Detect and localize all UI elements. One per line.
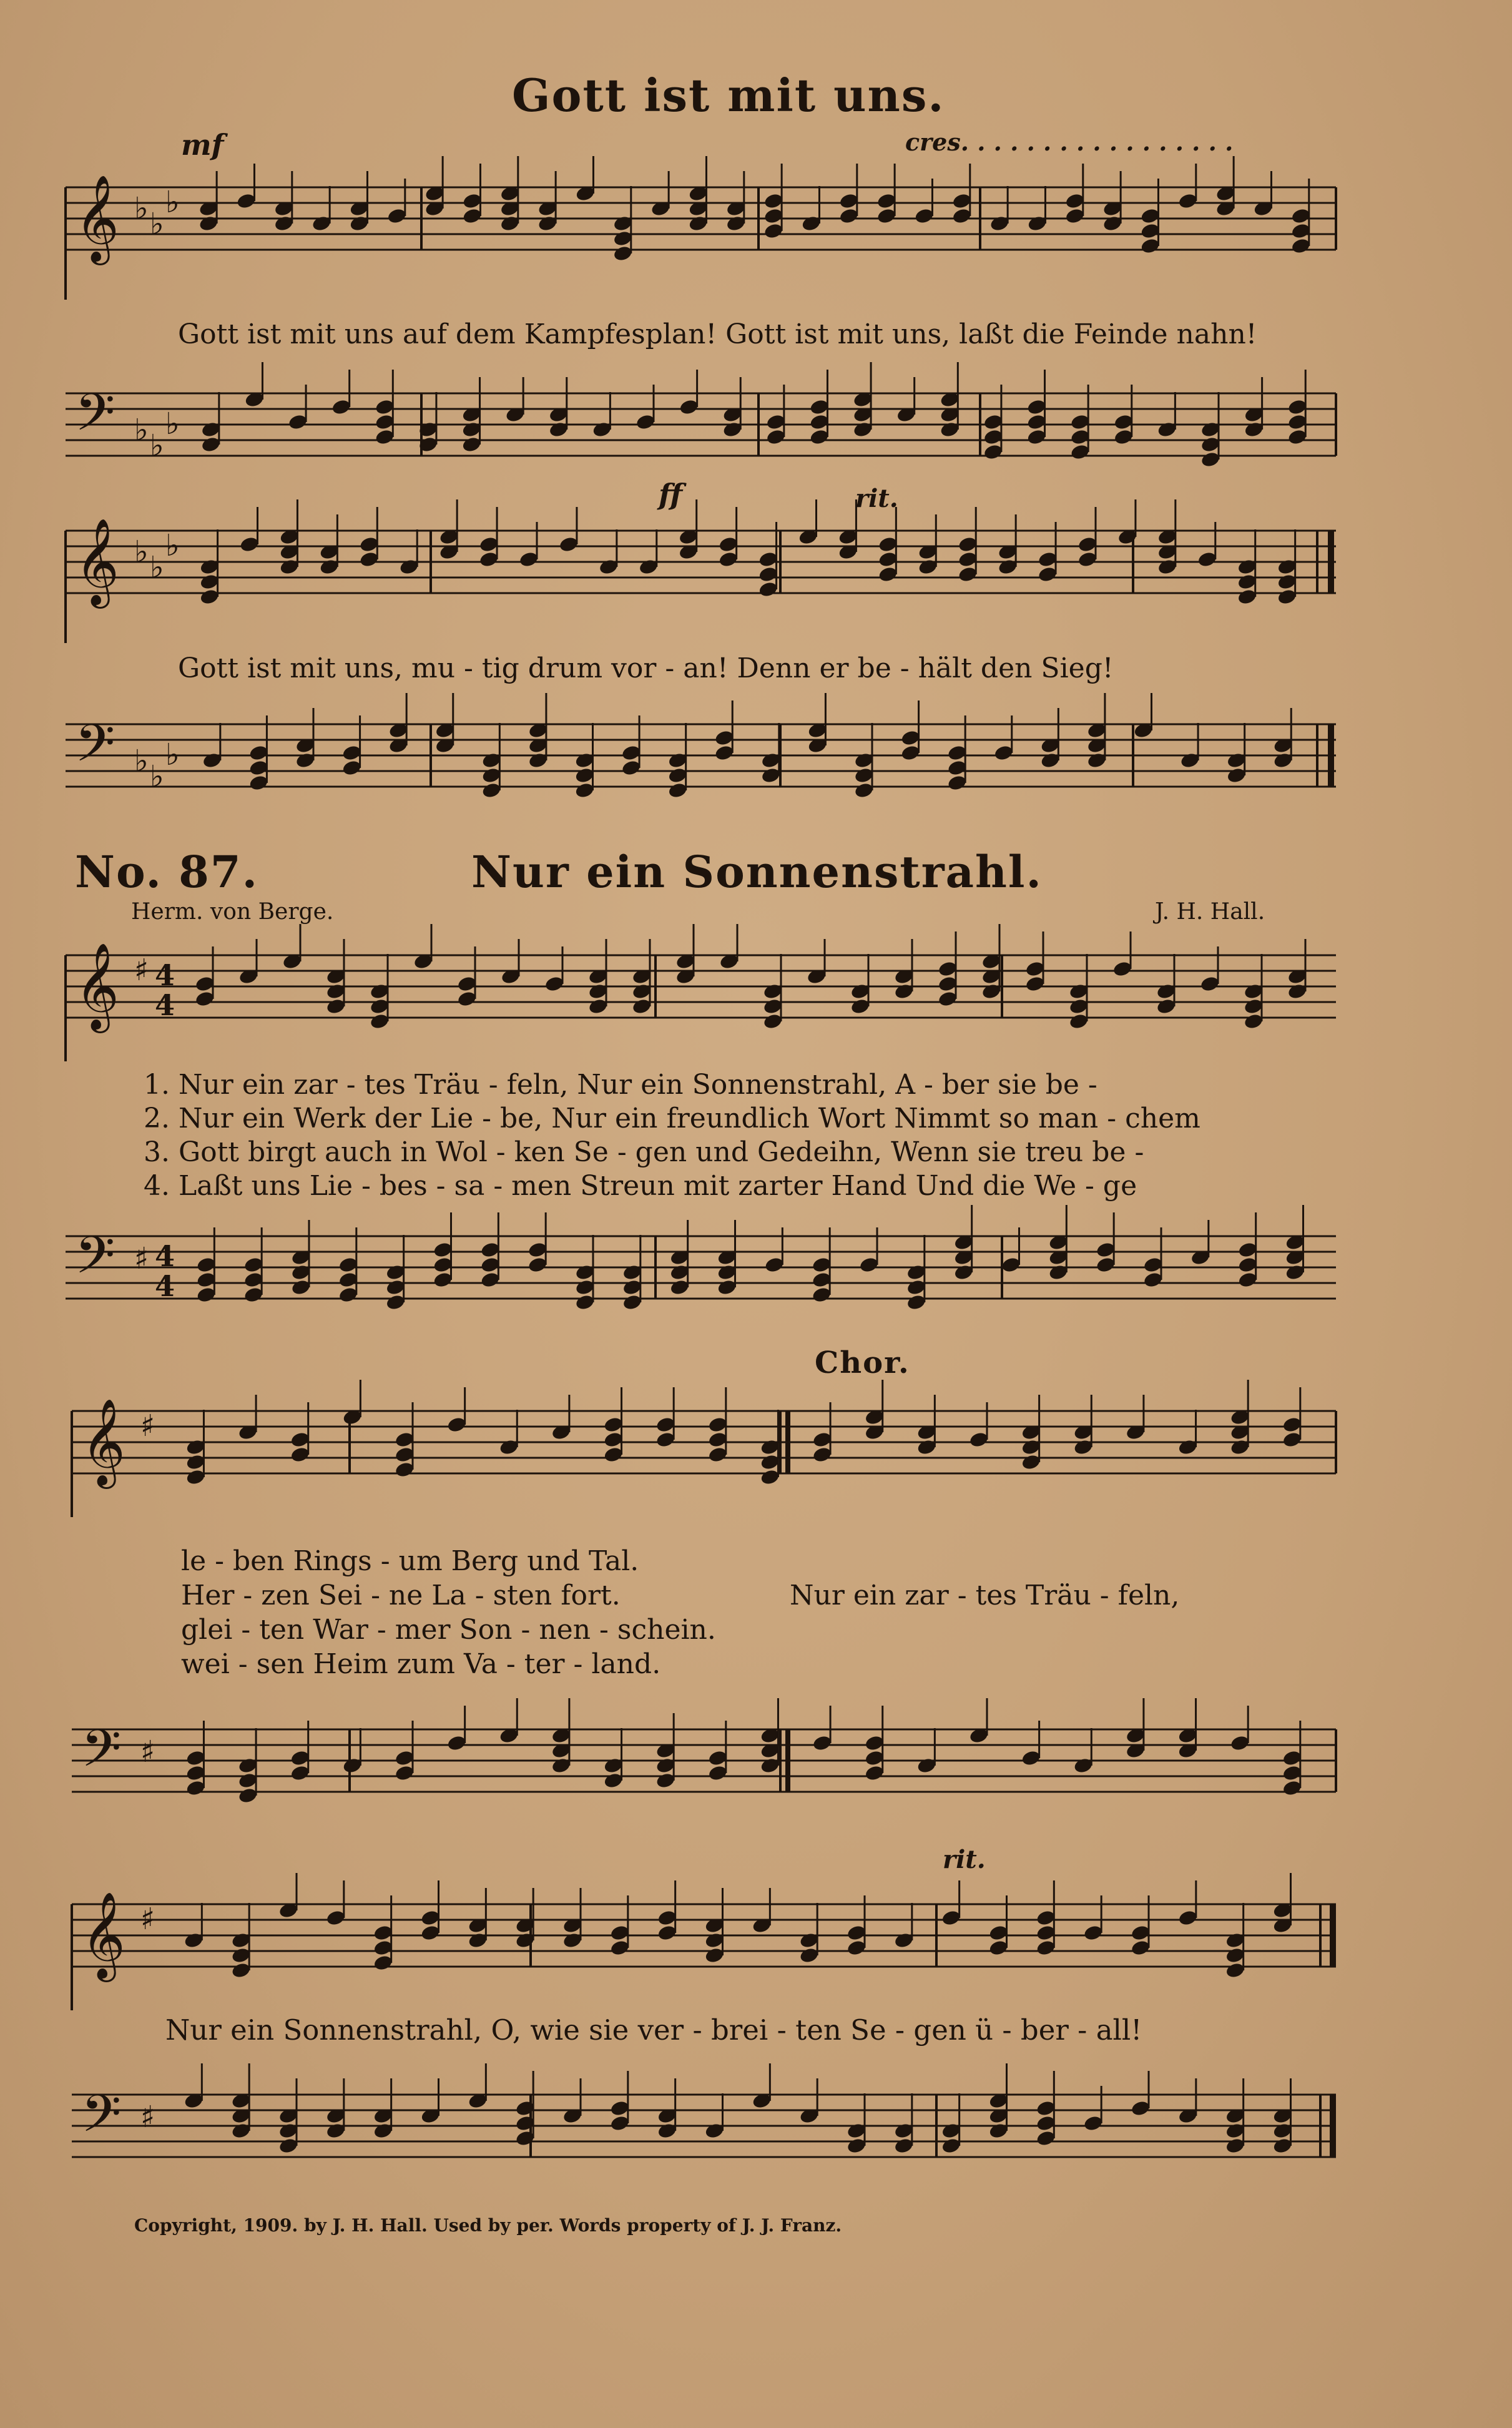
dynamic-rit-1: rit. <box>855 484 898 513</box>
svg-text:♯: ♯ <box>140 1734 155 1769</box>
hymn2-verse4-line1: 4. Laßt uns Lie - bes - sa - men Streun mit zarter Hand Und die We - ge <box>144 1170 1137 1202</box>
svg-text:4: 4 <box>155 958 175 992</box>
hymn2-system1-bass-staff <box>0 1217 1512 1324</box>
svg-text:♯: ♯ <box>140 1408 155 1443</box>
hymn2-system2-treble-staff <box>0 1392 1512 1517</box>
hymn2-verse1-line2: le - ben Rings - um Berg und Tal. <box>181 1545 639 1577</box>
svg-text:♭: ♭ <box>150 428 164 463</box>
hymn1-line2-lyrics: Gott ist mit uns, mu - tig drum vor - an! Denn er be - hält den Sieg! <box>178 652 1114 684</box>
hymn2-verse2-line2: Her - zen Sei - ne La - sten fort. <box>181 1580 621 1611</box>
hymn1-system2-bass-staff <box>0 712 1512 818</box>
hymn2-system3-bass-staff <box>0 2076 1512 2182</box>
copyright-notice: Copyright, 1909. by J. H. Hall. Used by per. Words property of J. J. Franz. <box>134 2215 842 2236</box>
hymn2-verse1-line1: 1. Nur ein zar - tes Träu - feln, Nur ein Sonnenstrahl, A - ber sie be - <box>144 1069 1097 1101</box>
hymn2-verse4-line2: wei - sen Heim zum Va - ter - land. <box>181 1648 661 1680</box>
svg-text:♭: ♭ <box>134 413 149 448</box>
hymn1-system1-treble-staff <box>0 175 1512 300</box>
svg-text:♭: ♭ <box>150 550 164 585</box>
svg-text:♭: ♭ <box>134 744 149 779</box>
hymn2-author: Herm. von Berge. <box>131 899 334 925</box>
svg-text:♭: ♭ <box>165 737 180 772</box>
svg-text:𝄞: 𝄞 <box>81 1892 125 1978</box>
svg-text:♯: ♯ <box>140 2100 155 2135</box>
svg-text:𝄢: 𝄢 <box>81 2083 122 2156</box>
hymn2-number: No. 87. <box>75 846 258 898</box>
hymn1-system2-treble-staff <box>0 518 1512 643</box>
svg-text:♯: ♯ <box>140 1902 155 1937</box>
hymn2-system1-treble-staff <box>0 936 1512 1061</box>
hymn2-title: Nur ein Sonnenstrahl. <box>471 846 1043 898</box>
svg-text:♭: ♭ <box>165 528 180 563</box>
dynamic-cres: cres. . . . . . . . . . . . . . . . . <box>905 128 1234 156</box>
svg-text:𝄞: 𝄞 <box>81 1398 125 1485</box>
svg-text:♭: ♭ <box>134 534 149 569</box>
svg-text:4: 4 <box>155 1239 175 1273</box>
svg-text:𝄢: 𝄢 <box>81 1718 122 1791</box>
svg-text:♯: ♯ <box>134 953 149 988</box>
svg-text:♭: ♭ <box>165 406 180 441</box>
svg-text:𝄢: 𝄢 <box>75 1225 115 1298</box>
dynamic-mf: mf <box>181 128 224 162</box>
hymn2-verse2-line1: 2. Nur ein Werk der Lie - be, Nur ein freundlich Wort Nimmt so man - chem <box>144 1103 1200 1134</box>
svg-text:♭: ♭ <box>150 759 164 794</box>
hymn2-system3-treble-staff <box>0 1885 1512 2010</box>
svg-text:𝄞: 𝄞 <box>75 943 119 1030</box>
hymn1-title: Gott ist mit uns. <box>512 69 945 122</box>
svg-text:♯: ♯ <box>134 1241 149 1276</box>
hymn2-chorus-line3: Nur ein Sonnenstrahl, O, wie sie ver - brei - ten Se - gen ü - ber - all! <box>165 2013 1142 2047</box>
hymn1-system1-bass-staff <box>0 381 1512 487</box>
chorus-label: Chor. <box>815 1345 910 1380</box>
hymn2-verse3-line2: glei - ten War - mer Son - nen - schein. <box>181 1614 716 1646</box>
svg-text:4: 4 <box>155 988 175 1022</box>
hymn2-verse3-line1: 3. Gott birgt auch in Wol - ken Se - gen und Gedeihn, Wenn sie treu be - <box>144 1136 1144 1168</box>
svg-text:𝄞: 𝄞 <box>75 175 119 262</box>
svg-text:𝄢: 𝄢 <box>75 713 115 786</box>
svg-text:𝄞: 𝄞 <box>75 518 119 605</box>
hymn1-line1-lyrics: Gott ist mit uns auf dem Kampfesplan! Gott ist mit uns, laßt die Feinde nahn! <box>178 318 1257 350</box>
svg-text:4: 4 <box>155 1269 175 1303</box>
dynamic-rit-2: rit. <box>943 1845 986 1874</box>
hymn2-chorus-line2: Nur ein zar - tes Träu - feln, <box>790 1580 1180 1611</box>
hymn2-system2-bass-staff <box>0 1711 1512 1817</box>
hymn2-composer: J. H. Hall. <box>1155 899 1265 925</box>
svg-text:𝄢: 𝄢 <box>75 382 115 455</box>
svg-text:♭: ♭ <box>134 191 149 226</box>
dynamic-ff: ff <box>659 478 683 511</box>
svg-text:♭: ♭ <box>165 185 180 220</box>
svg-text:♭: ♭ <box>150 207 164 242</box>
